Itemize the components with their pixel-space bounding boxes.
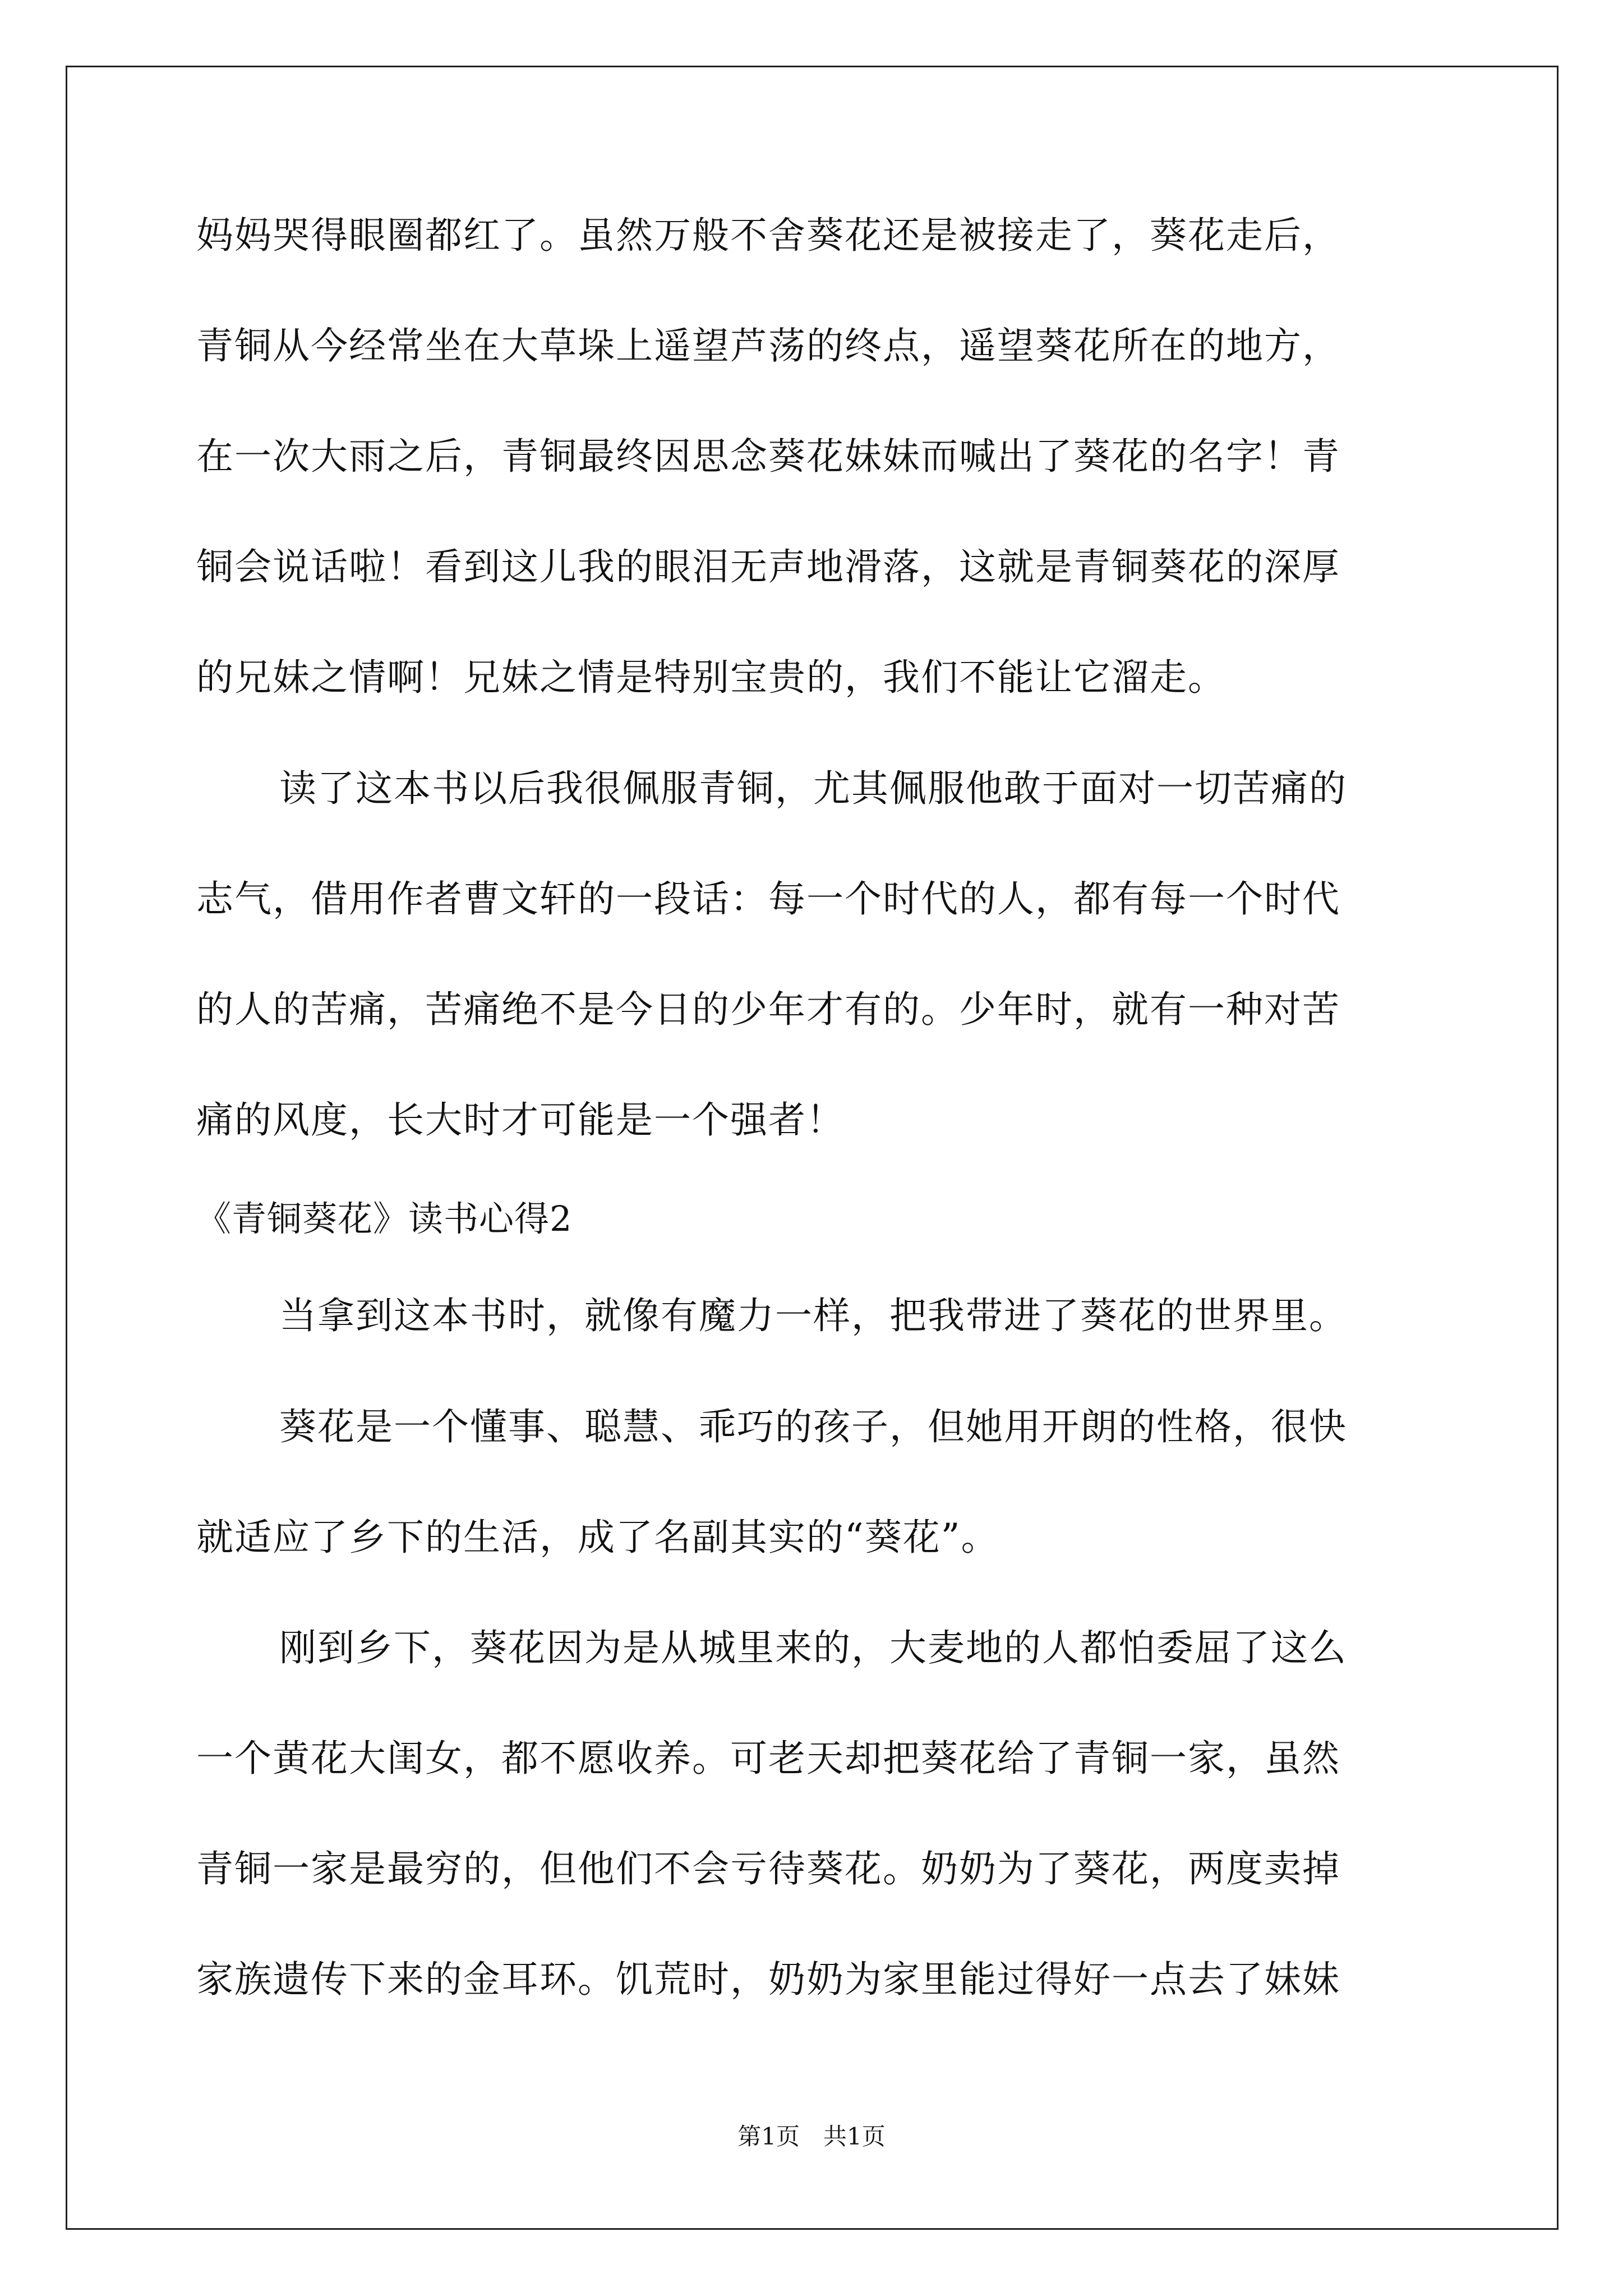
paragraph-line: 当拿到这本书时，就像有魔力一样，把我带进了葵花的世界里。 xyxy=(279,1294,1347,1337)
paragraph-line: 痛的风度，长大时才可能是一个强者！ xyxy=(196,1098,845,1142)
paragraph-line: 青铜一家是最穷的，但他们不会亏待葵花。奶奶为了葵花，两度卖掉 xyxy=(196,1847,1340,1890)
paragraph-line: 读了这本书以后我很佩服青铜，尤其佩服他敢于面对一切苦痛的 xyxy=(279,767,1347,810)
paragraph-line: 的人的苦痛，苦痛绝不是今日的少年才有的。少年时，就有一种对苦 xyxy=(196,988,1340,1031)
paragraph-line: 青铜从今经常坐在大草垛上遥望芦荡的终点，遥望葵花所在的地方， xyxy=(196,324,1340,367)
page-border xyxy=(66,66,1559,2230)
paragraph-line: 家族遗传下来的金耳环。饥荒时，奶奶为家里能过得好一点去了妹妹 xyxy=(196,1958,1340,2001)
paragraph-line: 葵花是一个懂事、聪慧、乖巧的孩子，但她用开朗的性格，很快 xyxy=(279,1405,1347,1448)
paragraph-line: 妈妈哭得眼圈都红了。虽然万般不舍葵花还是被接走了，葵花走后， xyxy=(196,214,1340,257)
paragraph-line: 的兄妹之情啊！兄妹之情是特别宝贵的，我们不能让它溜走。 xyxy=(196,656,1226,699)
page-footer: 第1页 共1页 xyxy=(737,2123,886,2150)
paragraph-line: 刚到乡下，葵花因为是从城里来的，大麦地的人都怕委屈了这么 xyxy=(279,1626,1347,1669)
paragraph-line: 一个黄花大闺女，都不愿收养。可老天却把葵花给了青铜一家，虽然 xyxy=(196,1737,1340,1780)
paragraph-line: 在一次大雨之后，青铜最终因思念葵花妹妹而喊出了葵花的名字！青 xyxy=(196,435,1340,478)
paragraph-line: 铜会说话啦！看到这儿我的眼泪无声地滑落，这就是青铜葵花的深厚 xyxy=(196,545,1340,588)
section-heading: 《青铜葵花》读书心得2 xyxy=(196,1198,573,1239)
paragraph-line: 志气，借用作者曹文轩的一段话：每一个时代的人，都有每一个时代 xyxy=(196,877,1340,921)
paragraph-line: 就适应了乡下的生活，成了名副其实的“葵花”。 xyxy=(196,1516,999,1559)
